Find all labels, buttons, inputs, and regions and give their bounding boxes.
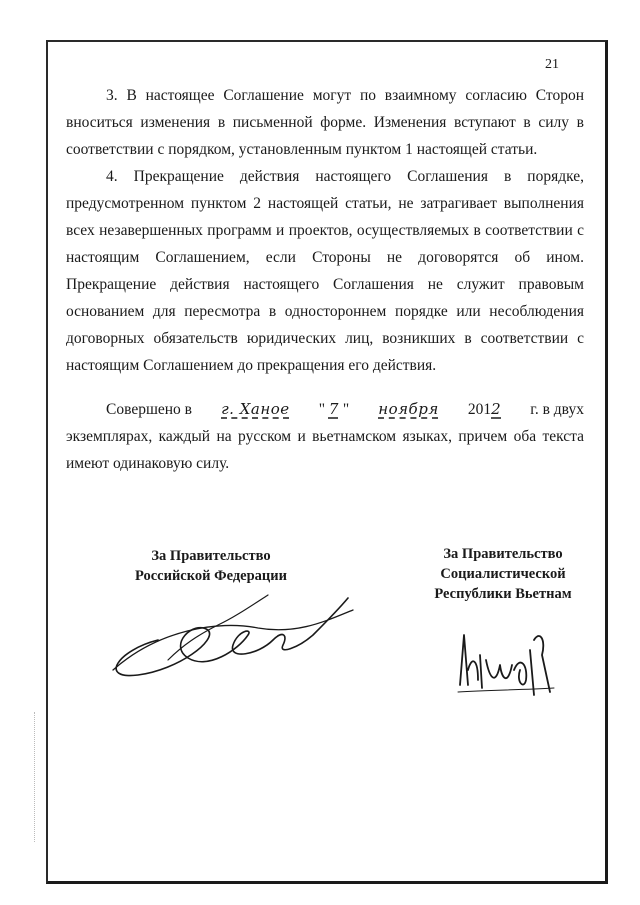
- paragraph-4: 4. Прекращение действия настоящего Соглашения в порядке, предусмотренном пунктом 2 настоящей статьи, не затрагивает выполнения всех незавершенных программ и проектов, осуществляемых в соответствии с настоящим Соглашением, если Стороны не договорятся об ином. Прекращение действия настоящего Соглашения не служит правовым основанием для пересмотра в одностороннем порядке или несоблюдения договорных обязательств юридических лиц, возникших в соответствии с настоящим Соглашением до прекращения его действия.: [66, 168, 584, 374]
- signatory-vietnam-line2: Социалистической: [440, 566, 566, 582]
- final-clause-rest: экземплярах, каждый на русском и вьетнамском языках, причем оба текста имеют одинаковую силу.: [66, 428, 584, 472]
- date-year-group: [468, 396, 501, 423]
- final-clause: [66, 396, 584, 477]
- document-page: [46, 40, 608, 884]
- quote-close: ": [342, 401, 350, 418]
- handwritten-month: ноября: [378, 400, 439, 418]
- handwritten-year-digit: 2: [491, 400, 502, 418]
- page-number: 21: [545, 57, 559, 72]
- signatory-vietnam-line3: Республики Вьетнам: [434, 586, 572, 602]
- signatory-russia: [106, 546, 316, 586]
- paragraph-3: 3. В настоящее Соглашение могут по взаимному согласию Сторон вноситься изменения в письменной форме. Изменения вступают в силу в соответствии с порядком, установленным пунктом 1 настоящей статьи.: [66, 87, 584, 158]
- article-text: [66, 82, 584, 379]
- date-day-group: [319, 396, 349, 423]
- year-suffix: г. в двух: [530, 401, 584, 418]
- quote-open: ": [318, 401, 326, 418]
- signature-vietnam: [450, 610, 560, 700]
- signatory-russia-line1: За Правительство: [151, 548, 271, 564]
- handwritten-day: 7: [328, 400, 339, 418]
- year-prefix: 201: [467, 401, 492, 418]
- signatory-vietnam: [408, 544, 598, 604]
- done-at-label: Совершено в: [106, 401, 192, 418]
- signature-russia: [98, 590, 358, 685]
- signatory-russia-line2: Российской Федерации: [134, 568, 287, 584]
- scan-edge-mark: [34, 712, 36, 842]
- handwritten-place: г. Ханое: [221, 400, 290, 418]
- final-clause-first-line: [66, 396, 584, 423]
- signatory-vietnam-line1: За Правительство: [443, 546, 563, 562]
